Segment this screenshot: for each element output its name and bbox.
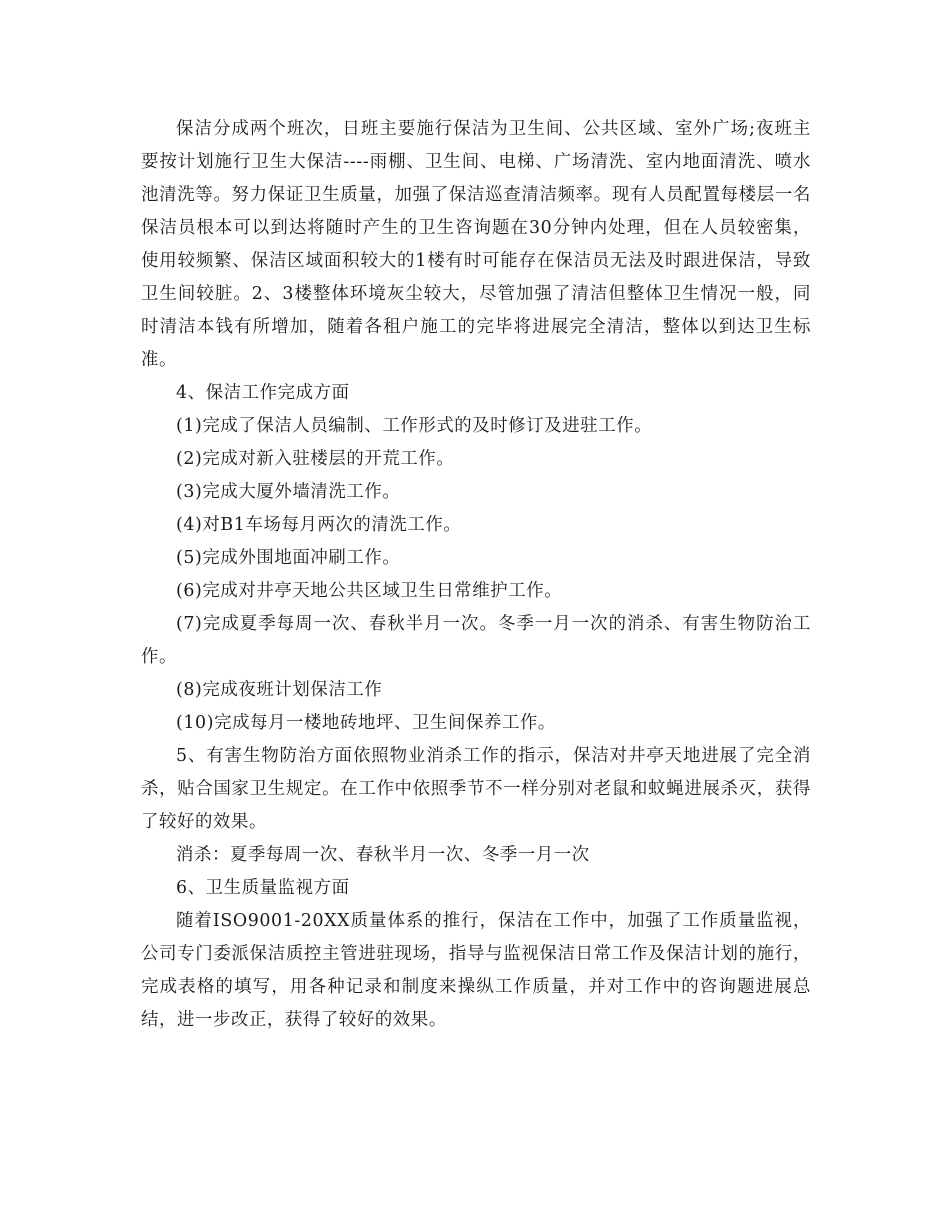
list-item-2: (2)完成对新入驻楼层的开荒工作。 xyxy=(176,449,455,469)
heading-quality-monitoring: 6、卫生质量监视方面 xyxy=(176,878,350,898)
list-item-4: (4)对B1车场每月两次的清洗工作。 xyxy=(176,515,462,535)
list-item-3: (3)完成大厦外墙清洗工作。 xyxy=(176,482,401,502)
list-item-6: (6)完成对井亭天地公共区域卫生日常维护工作。 xyxy=(176,581,563,601)
heading-cleaning-completion: 4、保洁工作完成方面 xyxy=(176,383,350,403)
list-item-1: (1)完成了保洁人员编制、工作形式的及时修订及进驻工作。 xyxy=(176,416,653,436)
paragraph-quality-monitoring: 随着ISO9001-20XX质量体系的推行，保洁在工作中，加强了工作质量监视，公司专门委派保洁质控主管进驻现场，指导与监视保洁日常工作及保洁计划的施行，完成表格的填写，用各种记录和制度来操纵工作质量，并对工作中的咨询题进展总结，进一步改正，获得了较好的效果。 xyxy=(141,911,811,1030)
list-item-8: (8)完成夜班计划保洁工作 xyxy=(176,680,383,700)
list-item-10: (10)完成每月一楼地砖地坪、卫生间保养工作。 xyxy=(176,713,556,733)
list-item-5: (5)完成外围地面冲刷工作。 xyxy=(176,548,401,568)
paragraph-disinfection-schedule: 消杀：夏季每周一次、春秋半月一次、冬季一月一次 xyxy=(176,845,590,865)
paragraph-cleaning-shifts: 保洁分成两个班次，日班主要施行保洁为卫生间、公共区域、室外广场;夜班主要按计划施行卫生大保洁----雨棚、卫生间、电梯、广场清洗、室内地面清洗、喷水池清洗等。努力保证卫生质量，加强了保洁巡查清洁频率。现有人员配置每楼层一名保洁员根本可以到达将随时产生的卫生咨询题在30分钟内处理，但在人员较密集，使用较频繁、保洁区域面积较大的1楼有时可能存在保洁员无法及时跟进保洁，导致卫生间较脏。2、3楼整体环境灰尘较大，尽管加强了清洁但整体卫生情况一般，同时清洁本钱有所增加，随着各租户施工的完毕将进展完全清洁，整体以到达卫生标准。 xyxy=(141,119,811,370)
list-item-7: (7)完成夏季每周一次、春秋半月一次。冬季一月一次的消杀、有害生物防治工作。 xyxy=(141,614,811,667)
paragraph-pest-control: 5、有害生物防治方面依照物业消杀工作的指示，保洁对井亭天地进展了完全消杀，贴合国家卫生规定。在工作中依照季节不一样分别对老鼠和蚊蝇进展杀灭，获得了较好的效果。 xyxy=(141,746,811,832)
document-body xyxy=(141,113,811,1037)
